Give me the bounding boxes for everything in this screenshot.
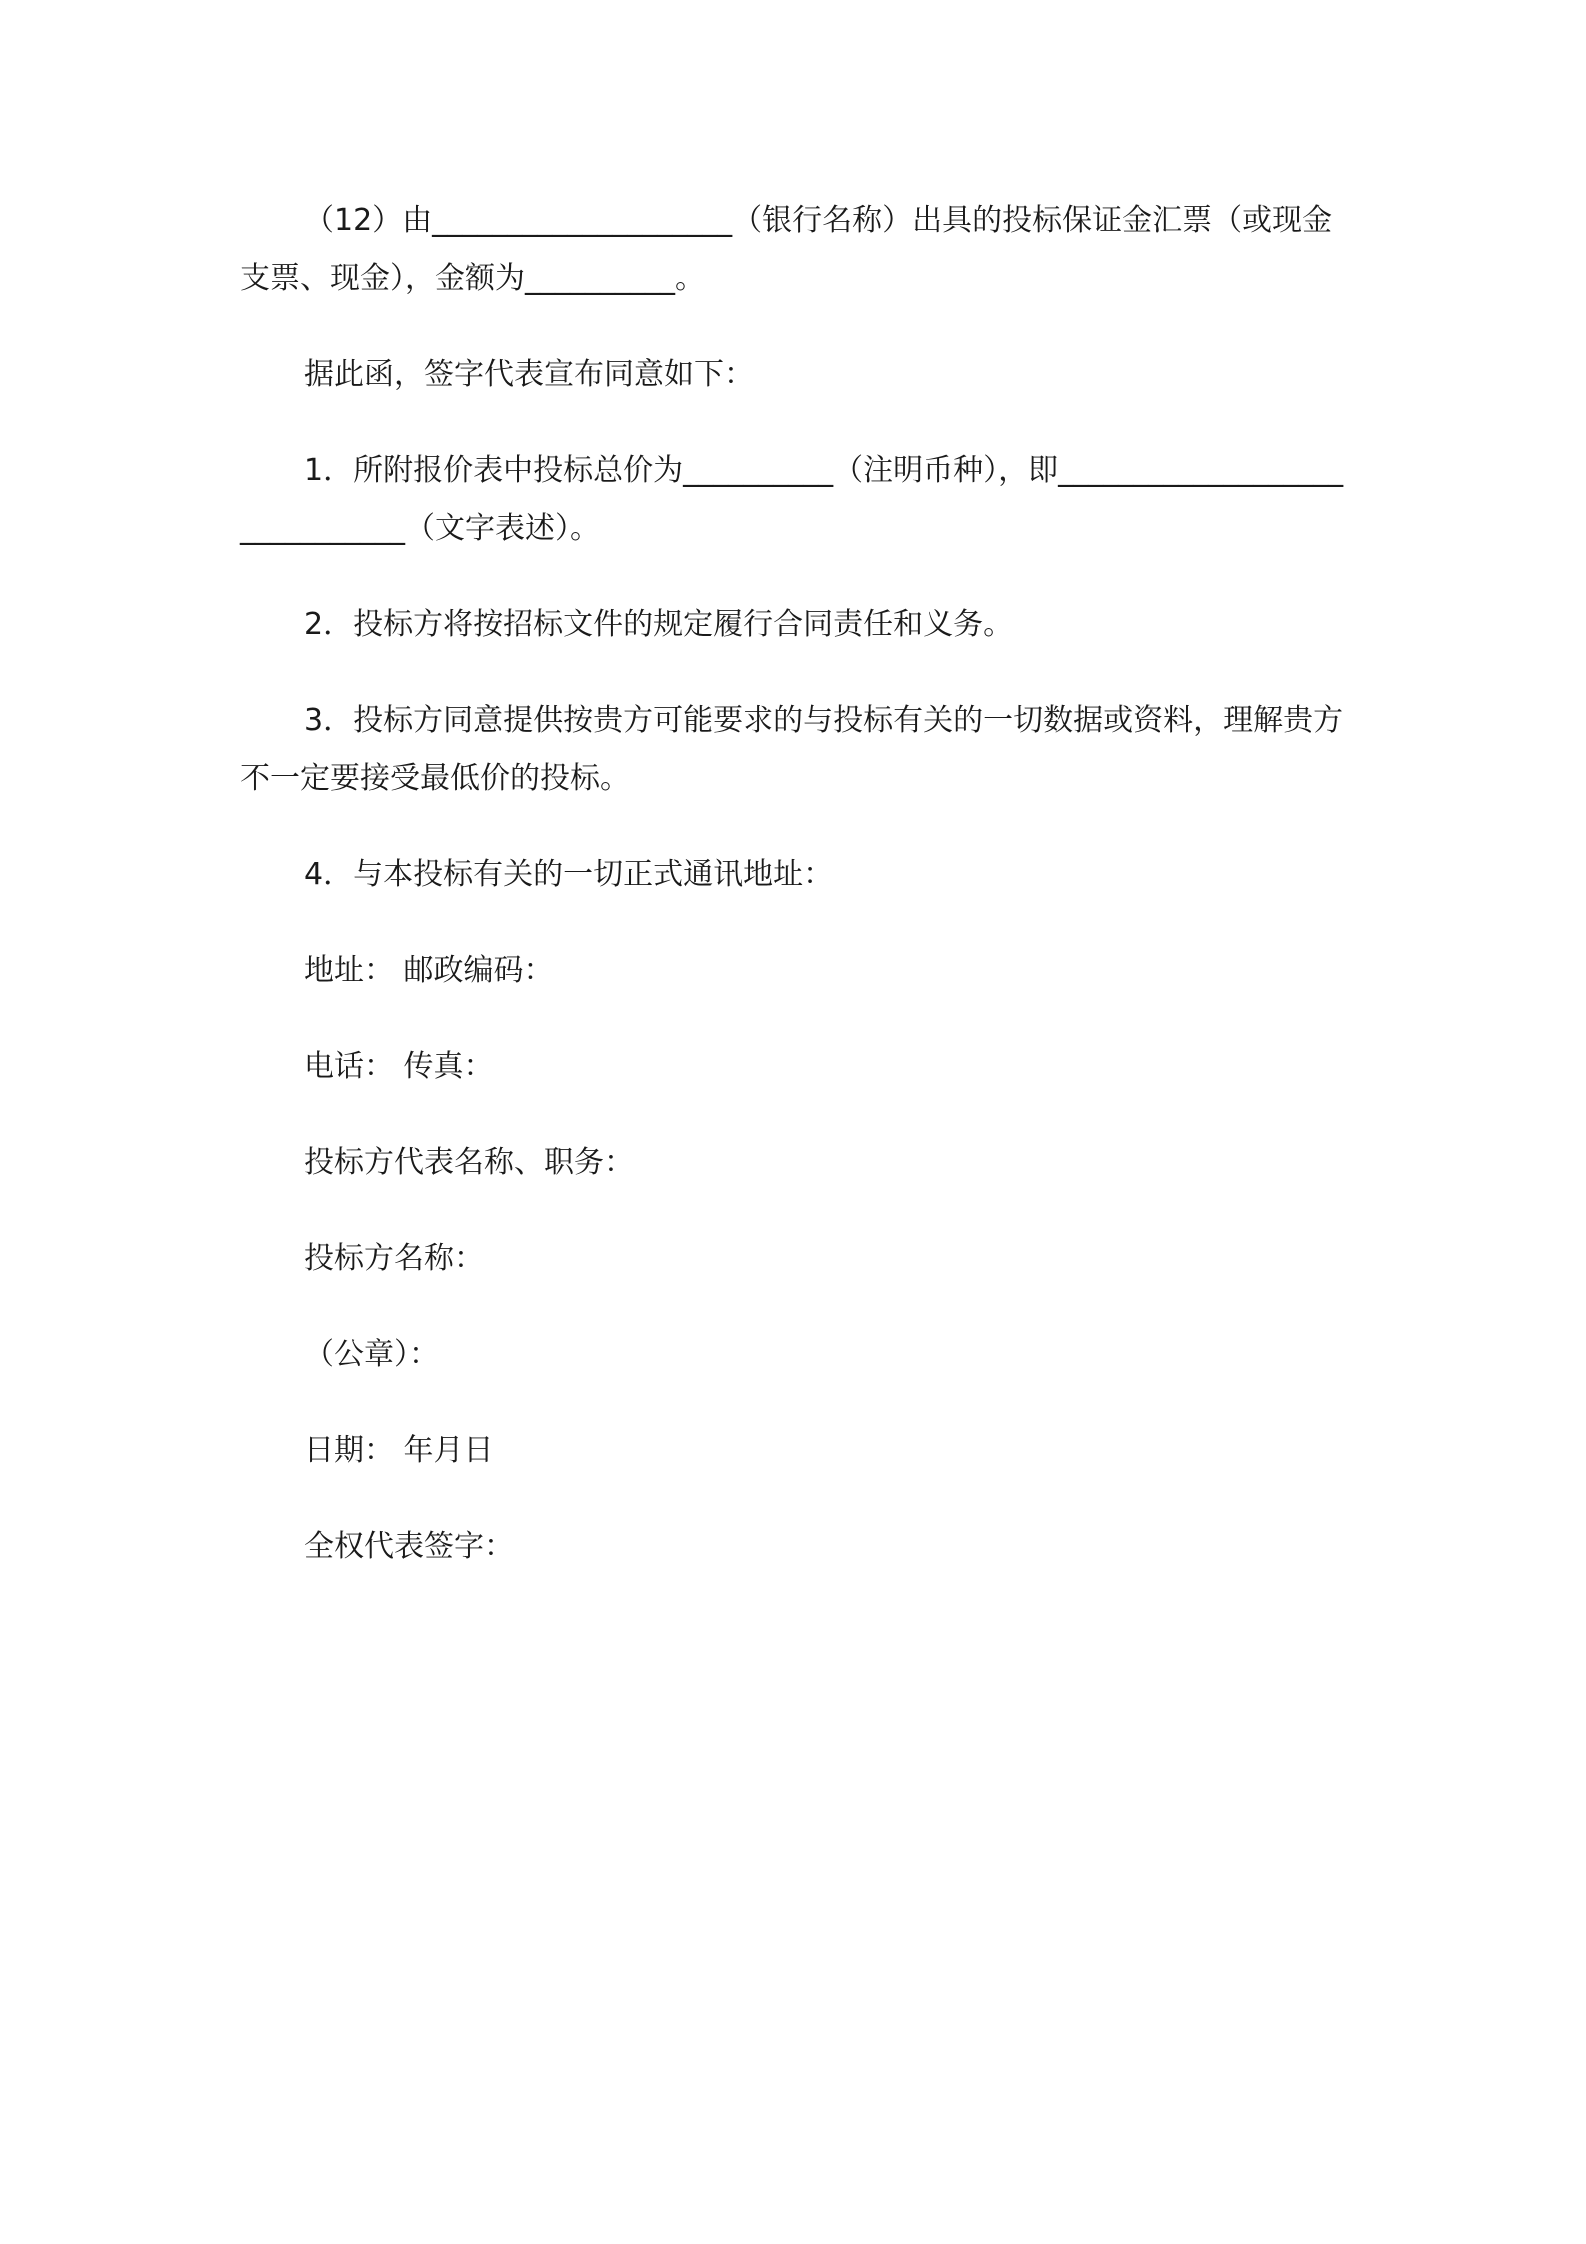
- paragraph-item-4-address-heading: 4．与本投标有关的一切正式通讯地址：: [304, 857, 834, 892]
- field-date: 日期： 年月日: [304, 1433, 494, 1468]
- document-body: [240, 192, 1350, 1614]
- paragraph-item-1-total-price: 1．所附报价表中投标总价为__________（注明币种），即______________________________（文字表述）。: [240, 453, 1344, 546]
- field-bidder-name: 投标方名称：: [304, 1241, 484, 1276]
- field-phone-fax: 电话： 传真：: [304, 1049, 494, 1084]
- field-signature: 全权代表签字：: [304, 1529, 514, 1564]
- field-representative: 投标方代表名称、职务：: [304, 1145, 634, 1180]
- paragraph-item-2-obligations: 2．投标方将按招标文件的规定履行合同责任和义务。: [304, 607, 1014, 642]
- paragraph-bank-guarantee: （12）由____________________（银行名称）出具的投标保证金汇票（或现金支票、现金），金额为__________。: [240, 203, 1333, 296]
- field-seal: （公章）：: [304, 1337, 439, 1372]
- field-address-postcode: 地址： 邮政编码：: [304, 953, 554, 988]
- paragraph-agreement-intro: 据此函，签字代表宣布同意如下：: [304, 357, 754, 392]
- paragraph-item-3-data: 3．投标方同意提供按贵方可能要求的与投标有关的一切数据或资料，理解贵方不一定要接受最低价的投标。: [240, 703, 1344, 796]
